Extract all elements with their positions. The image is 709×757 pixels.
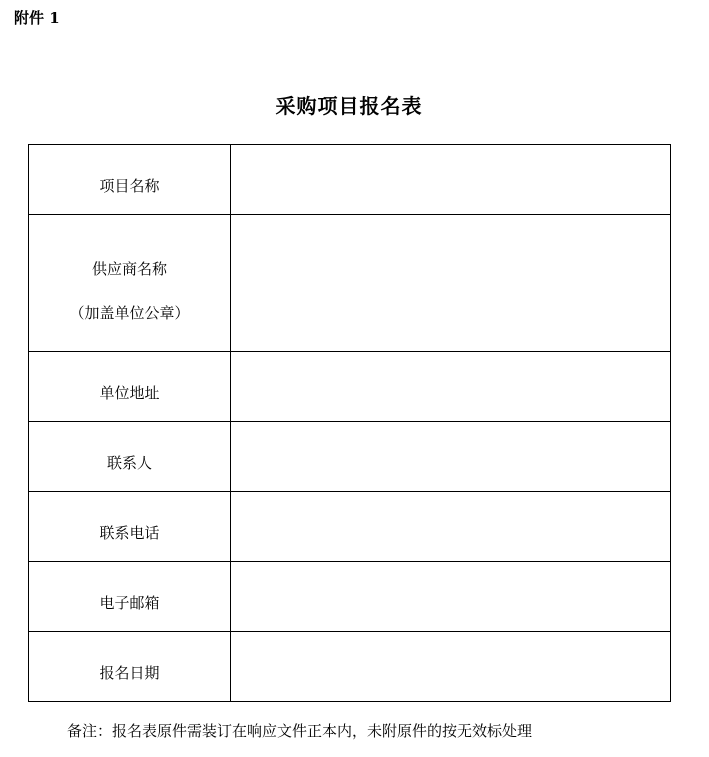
- form-row-date: [29, 632, 671, 702]
- phone-field[interactable]: [231, 492, 671, 562]
- date-label-cell: [29, 632, 231, 702]
- project-name-label-cell: [29, 145, 231, 215]
- form-row-email: [29, 562, 671, 632]
- contact-person-label-cell: [29, 422, 231, 492]
- footer-note: 备注：报名表原件需装订在响应文件正本内，未附原件的按无效标处理: [67, 722, 533, 740]
- supplier-name-label: 供应商名称: [91, 260, 167, 278]
- phone-label: 联系电话: [99, 523, 160, 542]
- form-row-supplier-name: [29, 215, 671, 352]
- supplier-name-label-cell: [29, 215, 231, 352]
- email-label-cell: [29, 562, 231, 632]
- phone-label-cell: [29, 492, 231, 562]
- page-title: 采购项目报名表: [275, 94, 423, 118]
- contact-person-field[interactable]: [231, 422, 671, 492]
- form-row-address: [29, 352, 671, 422]
- contact-person-label: 联系人: [106, 453, 152, 472]
- project-name-field[interactable]: [231, 145, 671, 215]
- form-row-contact-person: [29, 422, 671, 492]
- supplier-seal-note: （加盖单位公章）: [69, 304, 190, 322]
- form-row-project-name: [29, 145, 671, 215]
- attachment-label: 附件 1: [14, 9, 60, 27]
- email-label: 电子邮箱: [99, 593, 160, 612]
- supplier-name-field[interactable]: [231, 215, 671, 352]
- address-label: 单位地址: [99, 383, 160, 402]
- project-name-label: 项目名称: [99, 176, 160, 195]
- form-row-phone: [29, 492, 671, 562]
- date-label: 报名日期: [99, 663, 160, 682]
- email-field[interactable]: [231, 562, 671, 632]
- date-field[interactable]: [231, 632, 671, 702]
- address-label-cell: [29, 352, 231, 422]
- registration-form-table: [28, 144, 671, 702]
- address-field[interactable]: [231, 352, 671, 422]
